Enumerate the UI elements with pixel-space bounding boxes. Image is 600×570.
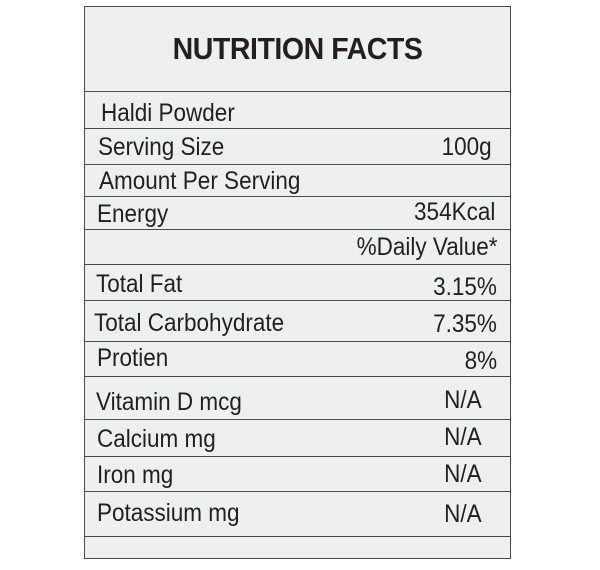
serving-size-value: 100g [441, 133, 492, 161]
daily-value-header: %Daily Value* [357, 233, 498, 261]
divider [85, 300, 510, 301]
divider [85, 419, 510, 420]
nutrient-label-protein: Protien [97, 344, 169, 372]
product-name: Haldi Powder [101, 99, 235, 127]
energy-label: Energy [97, 200, 169, 228]
divider [85, 376, 510, 377]
divider [85, 536, 510, 537]
divider [85, 456, 510, 457]
nutrient-value-vitamin-d: N/A [444, 386, 482, 414]
nutrient-value-calcium: N/A [444, 423, 482, 451]
nutrient-value-total-fat: 3.15% [433, 273, 497, 301]
serving-size-label: Serving Size [98, 133, 225, 161]
amount-per-serving: Amount Per Serving [99, 167, 301, 195]
nutrient-label-total-fat: Total Fat [96, 270, 183, 298]
label-title: NUTRITION FACTS [172, 31, 423, 66]
divider [85, 164, 510, 165]
nutrient-label-iron: Iron mg [97, 461, 174, 489]
divider [85, 91, 510, 92]
divider [85, 264, 510, 265]
nutrient-value-protein: 8% [464, 347, 497, 375]
nutrient-value-total-carbohydrate: 7.35% [433, 310, 497, 338]
divider [85, 491, 510, 492]
nutrient-value-potassium: N/A [444, 500, 482, 528]
divider [85, 341, 510, 342]
nutrient-label-calcium: Calcium mg [97, 425, 216, 453]
nutrient-label-potassium: Potassium mg [97, 499, 240, 527]
nutrient-label-total-carbohydrate: Total Carbohydrate [94, 309, 285, 337]
nutrient-value-iron: N/A [444, 460, 482, 488]
divider [85, 229, 510, 230]
energy-value: 354Kcal [413, 198, 495, 226]
nutrient-label-vitamin-d: Vitamin D mcg [96, 388, 242, 416]
divider [85, 128, 510, 129]
nutrition-facts-label [84, 6, 511, 559]
